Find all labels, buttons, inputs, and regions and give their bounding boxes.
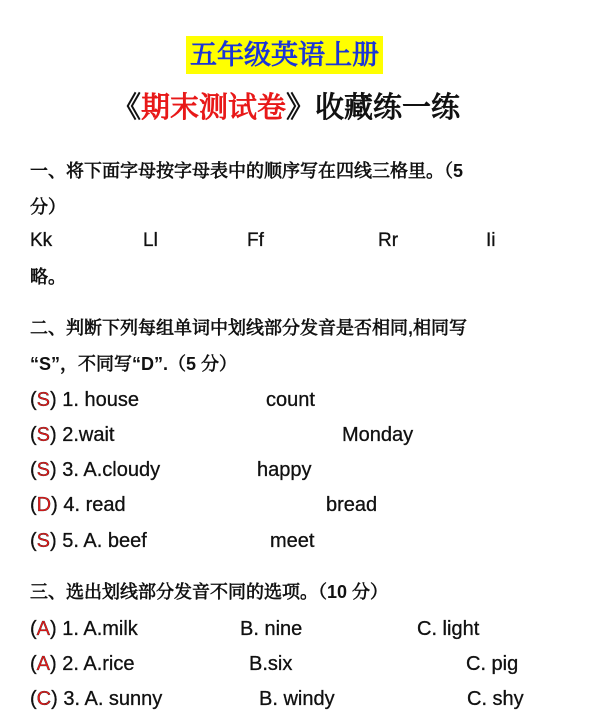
choice-item: (A) 1. A.milk [30,618,138,640]
subtitle-open: 《 [112,92,142,124]
judge-word1: 2.wait [62,424,115,446]
choice-option-a: 2. A.rice [62,653,135,675]
judge-answer: S [36,424,51,446]
choice-option-b: B. windy [259,688,335,710]
choice-option-a: 1. A.milk [62,618,138,640]
section1-heading-line1: 一、将下面字母按字母表中的顺序写在四线三格里。（5 [30,161,464,181]
page-title: 五年级英语上册 [186,36,383,74]
judge-item: (S) 3. A.cloudy [30,459,161,481]
judge-item: (S) 1. house [30,389,139,411]
choice-answer: C [36,688,52,710]
letter-pair: Ff [247,230,264,251]
judge-answer: S [36,389,51,411]
judge-word1: 1. house [62,389,139,411]
choice-option-b: B. nine [240,618,303,640]
section2-heading-line1: 二、判断下列每组单词中划线部分发音是否相同,相同写 [30,318,467,338]
letter-pair: Ii [486,230,496,251]
judge-answer: S [36,459,51,481]
judge-word2: Monday [342,424,414,446]
section1-answer: 略。 [30,267,66,287]
letter-pair: Kk [30,230,53,251]
choice-item: (A) 2. A.rice [30,653,135,675]
subtitle-highlight: 期末测试卷 [141,92,287,124]
choice-option-c: C. shy [467,688,524,710]
section3-heading: 三、选出划线部分发音不同的选项。（10 分） [30,582,389,602]
judge-word2: bread [326,494,378,516]
choice-answer: A [36,653,51,675]
judge-item: (S) 2.wait [30,424,115,446]
choice-option-b: B.six [249,653,293,675]
judge-word1: 5. A. beef [62,530,147,552]
choice-item: (C) 3. A. sunny [30,688,163,710]
judge-word2: happy [257,459,312,481]
judge-word1: 4. read [63,494,126,516]
choice-option-c: C. pig [466,653,519,675]
judge-answer: D [36,494,52,516]
letter-pair: Ll [143,230,158,251]
subtitle [112,90,460,126]
subtitle-close: 》收藏练一练 [286,92,461,124]
choice-option-a: 3. A. sunny [63,688,163,710]
judge-answer: S [36,530,51,552]
judge-word1: 3. A.cloudy [62,459,161,481]
judge-word2: meet [270,530,315,552]
section2-heading-line2: “S”，不同写“D”.（5 分） [30,354,238,374]
letter-pair: Rr [378,230,399,251]
section1-heading-line2: 分） [30,197,66,217]
choice-answer: A [36,618,51,640]
judge-word2: count [266,389,315,411]
judge-item: (D) 4. read [30,494,126,516]
choice-option-c: C. light [417,618,480,640]
judge-item: (S) 5. A. beef [30,530,147,552]
